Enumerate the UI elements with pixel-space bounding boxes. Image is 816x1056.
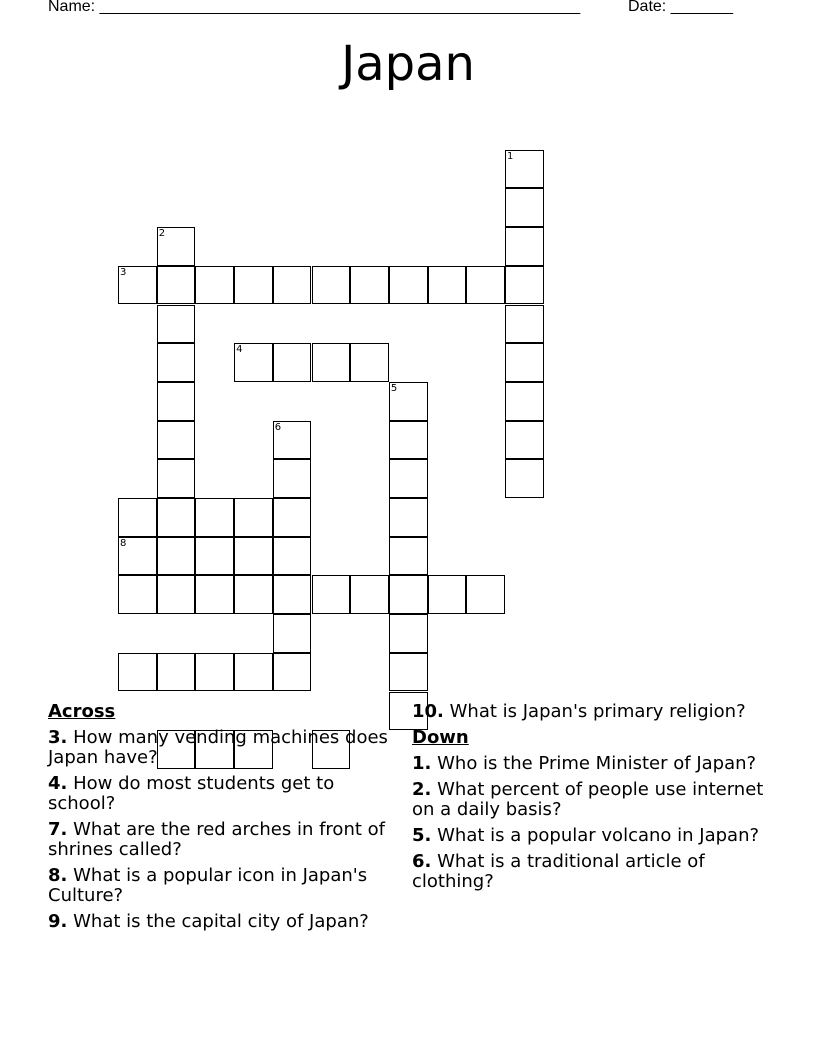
clue-across-7: 7. What are the red arches in front of shrines called? (48, 819, 385, 860)
clue-across-9: 9. What is the capital city of Japan? (48, 911, 369, 932)
crossword-cell[interactable] (195, 575, 234, 614)
crossword-cell[interactable] (312, 575, 351, 614)
crossword-cell[interactable] (389, 266, 428, 305)
crossword-cell[interactable] (466, 266, 505, 305)
clue-across-3: 3. How many vending machines does Japan have? (48, 727, 388, 768)
clue-across-8: 8. What is a popular icon in Japan's Culture? (48, 865, 368, 906)
crossword-cell[interactable] (273, 537, 312, 576)
crossword-cell[interactable] (157, 421, 196, 460)
crossword-cell[interactable] (157, 498, 196, 537)
clue-down-6: 6. What is a traditional article of clothing? (412, 851, 705, 892)
crossword-cell[interactable] (428, 575, 467, 614)
clue-down-1: 1. Who is the Prime Minister of Japan? (412, 753, 757, 774)
crossword-cell[interactable] (312, 343, 351, 382)
clue-number: 6 (274, 421, 282, 433)
crossword-cell[interactable] (118, 498, 157, 537)
crossword-cell[interactable] (273, 575, 312, 614)
crossword-cell[interactable] (505, 305, 544, 344)
crossword-cell[interactable] (157, 459, 196, 498)
crossword-cell[interactable] (273, 614, 312, 653)
crossword-cell[interactable] (273, 343, 312, 382)
down-heading: Down (412, 727, 469, 748)
crossword-cell[interactable] (273, 421, 312, 460)
crossword-cell[interactable] (312, 266, 351, 305)
crossword-cell[interactable] (157, 382, 196, 421)
crossword-cell[interactable] (389, 614, 428, 653)
clue-across-4: 4. How do most students get to school? (48, 773, 335, 814)
crossword-cell[interactable] (350, 575, 389, 614)
crossword-cell[interactable] (157, 227, 196, 266)
crossword-cell[interactable] (157, 266, 196, 305)
crossword-cell[interactable] (157, 653, 196, 692)
crossword-cell[interactable] (273, 653, 312, 692)
crossword-cell[interactable] (273, 266, 312, 305)
name-field-label[interactable]: Name: ______________________________________________________ (48, 0, 581, 15)
crossword-cell[interactable] (505, 343, 544, 382)
crossword-cell[interactable] (505, 382, 544, 421)
crossword-cell[interactable] (157, 305, 196, 344)
crossword-cell[interactable] (118, 653, 157, 692)
crossword-cell[interactable] (195, 498, 234, 537)
crossword-cell[interactable] (466, 575, 505, 614)
clues-column-right (412, 702, 782, 898)
date-field-label[interactable]: Date: _______ (628, 0, 733, 15)
clue-number: 3 (120, 266, 127, 278)
crossword-cell[interactable] (428, 266, 467, 305)
crossword-cell[interactable] (505, 188, 544, 227)
crossword-cell[interactable] (118, 537, 157, 576)
clue-number: 5 (390, 382, 398, 394)
crossword-cell[interactable] (234, 653, 273, 692)
page-title: Japan (341, 36, 475, 92)
crossword-cell[interactable] (157, 575, 196, 614)
across-heading: Across (48, 701, 116, 722)
crossword-cell[interactable] (273, 459, 312, 498)
clue-number: 8 (120, 537, 127, 549)
clue-across-10: 10. What is Japan's primary religion? (412, 701, 746, 722)
crossword-cell[interactable] (389, 421, 428, 460)
crossword-cell[interactable] (389, 459, 428, 498)
crossword-cell[interactable] (195, 537, 234, 576)
crossword-cell[interactable] (234, 266, 273, 305)
clues-column-left (48, 702, 393, 938)
clue-number: 1 (507, 150, 514, 162)
crossword-cell[interactable] (234, 537, 273, 576)
crossword-cell[interactable] (157, 537, 196, 576)
crossword-cell[interactable] (389, 653, 428, 692)
crossword-cell[interactable] (505, 421, 544, 460)
crossword-cell[interactable] (389, 498, 428, 537)
crossword-cell[interactable] (234, 575, 273, 614)
crossword-cell[interactable] (505, 227, 544, 266)
clue-down-5: 5. What is a popular volcano in Japan? (412, 825, 760, 846)
clue-down-2: 2. What percent of people use internet on a daily basis? (412, 779, 764, 820)
crossword-cell[interactable] (350, 343, 389, 382)
crossword-cell[interactable] (505, 150, 544, 189)
crossword-cell[interactable] (389, 575, 428, 614)
crossword-cell[interactable] (118, 266, 157, 305)
crossword-cell[interactable] (350, 266, 389, 305)
crossword-cell[interactable] (234, 498, 273, 537)
crossword-cell[interactable] (118, 575, 157, 614)
crossword-cell[interactable] (505, 459, 544, 498)
crossword-cell[interactable] (157, 343, 196, 382)
crossword-cell[interactable] (195, 653, 234, 692)
crossword-cell[interactable] (389, 382, 428, 421)
crossword-cell[interactable] (389, 537, 428, 576)
crossword-cell[interactable] (195, 266, 234, 305)
clue-number: 4 (236, 344, 243, 356)
clue-number: 2 (158, 228, 166, 240)
crossword-cell[interactable] (273, 498, 312, 537)
crossword-cell[interactable] (505, 266, 544, 305)
crossword-cell[interactable] (234, 343, 273, 382)
